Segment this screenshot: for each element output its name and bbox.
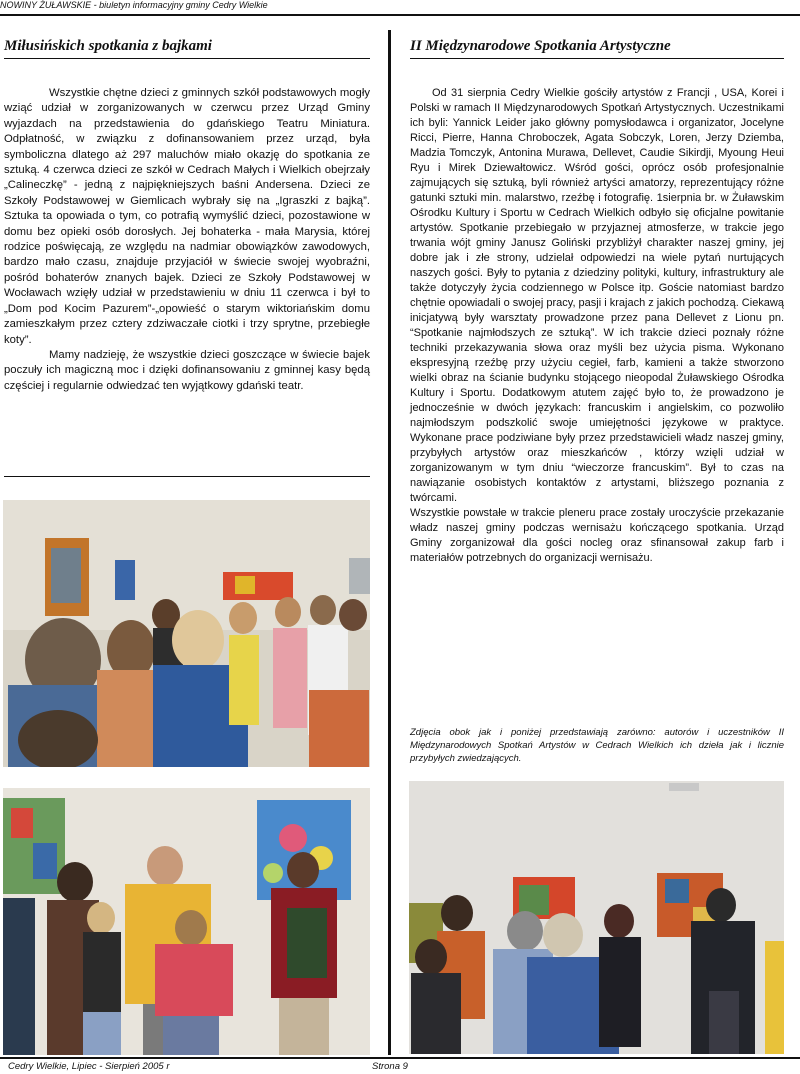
photo-caption: Zdjęcia obok jak i poniżej przedstawiają zarówno: autorów i uczestników II Międzynarodowych Spotkań Artystów w Cedrach Wielkich ich dzieła jak i licznie przybyłych zwiedzających. bbox=[410, 727, 784, 764]
header-rule bbox=[0, 14, 800, 16]
left-article-end-rule bbox=[4, 476, 370, 477]
footer-issue-date: Cedry Wielkie, Lipiec - Sierpień 2005 r bbox=[8, 1061, 170, 1072]
right-title-rule bbox=[410, 58, 784, 59]
running-header bbox=[0, 0, 800, 14]
right-article-body bbox=[410, 86, 784, 566]
header-title: NOWINY ŻUŁAWSKIE - biuletyn informacyjny gminy Cedry Wielkie bbox=[0, 0, 268, 10]
right-paragraph-1: Od 31 sierpnia Cedry Wielkie gościły artystów z Francji , USA, Korei i Polski w ramach II Międzynarodowych Spotkań Artystycznych. Uczestnikami ich byli: Yannick Leider jako główny pomysłodawca i organizator, Jocelyne Ricci, Pierre, Hanna Chroboczek, Agata Sobczyk, Loren, Jerzy Dziemba, Madzia Tomczyk, Antonina Murawa, Dellevet, Caudie Sikirdji, Myoung Heui Ryu i Mirek Dziewałtowicz. Wśród gości, oprócz osób profesjonalnie zajmujących się sztuką, byli również artyści amatorzy, reprezentujący różne gatunki sztuki min. malarstwo, rzeźbę i fotografię. 1sierpnia br. w Żuławskim Ośrodku Kultury i Sportu w Cedrach Wielkich odbyło się oficjalne powitanie artystów. Spotkanie przebiegało w przyjaznej atmosferze, w trakcie jego trwania wójt gminy Janusz Goliński przybliżył charakter naszej gminy, jej dobre jak i złe strony, udzielał odpowiedzi na wiele pytań nurtujących naszych gości. Były to pytania z dziedziny polityki, kultury, infrastruktury ale także dotyczyły życia codziennego w Polsce itp. Goście natomiast bardzo chętnie opowiadali o swojej pracy, pasji i krajach z jakich pochodzą. Ciekawą inicjatywą były warsztaty prowadzone przez pana Dellevet z Lionu pn. “Spotkanie najmłodszych ze sztuką”. W ich trakcie dzieci poznały różne techniki przekazywania słowa oraz myśli bez użycia pisma. Wykonano ekspresyjną rzeźbę przy użyciu cegieł, farb, kamieni a także stworzono wielki obraz na ścianie budynku stojącego nieopodal Żuławskiego Ośrodka Kultury i Sportu. Dodatkowym atutem zajęć było to, że prowadzono je jednocześnie w dwóch językach: francuskim i angielskim, co pozwoliło najmłodszym podszkolić swoje umiejętności językowe w praktyce. Wykonane prace podziwiane były przez przedstawicieli władz naszej gminy, przybyłych artystów oraz mieszkańców , którzy wzięli udział w zorganizowanym w tym dniu “wieczorze francuskim”. Był to czas na nawiązanie osobistych kontaktów z artystami, bliższego poznania z twórcami. bbox=[410, 87, 784, 504]
gallery-visitors-photo bbox=[409, 781, 784, 1054]
left-article-title: Miłusińskich spotkania z bajkami bbox=[4, 38, 212, 54]
left-title-rule bbox=[4, 58, 370, 59]
footer-rule bbox=[0, 1057, 800, 1059]
footer-page-number: Strona 9 bbox=[372, 1061, 408, 1072]
right-article-title: II Międzynarodowe Spotkania Artystyczne bbox=[410, 38, 671, 54]
exhibition-photo-crowd bbox=[3, 500, 370, 767]
left-paragraph-2: Mamy nadzieję, że wszystkie dzieci goszczące w świecie bajek poczuły ich magiczną moc i dzięki dofinansowaniu z gminnej kasy będą częściej i regularnie odwiedzać ten wyjątkowy gdański teatr. bbox=[4, 348, 370, 392]
painting-red bbox=[223, 572, 293, 600]
artists-and-children-photo bbox=[3, 788, 370, 1055]
painting-blue bbox=[115, 560, 135, 600]
right-paragraph-2: Wszystkie powstałe w trakcie pleneru prace zostały uroczyście przekazanie władz naszej gminy podczas wernisażu kończącego spotkania. Urząd Gminy zorganizował dla gości nocleg oraz sfinansował zakup farb i materiałów potrzebnych do organizacji wernisażu. bbox=[410, 507, 784, 564]
column-divider bbox=[388, 30, 391, 1055]
left-article-body bbox=[4, 86, 370, 394]
left-paragraph-1: Wszystkie chętne dzieci z gminnych szkół podstawowych mogły wziąć udział w zorganizowanych w czerwcu przez Urząd Gminy wyjazdach na przedstawienia do gdańskiego Teatru Miniatura. Odpłatność, w związku z dofinansowaniem przez urząd, była symboliczna dlatego aż 297 maluchów miało okazję do spotkania ze sztuką. 4 czerwca dzieci ze szkół w Cedrach Małych i Wielkich obejrzały „Calineczkę” - jedną z najpiękniejszych baśni Andersena. Dzieci ze Szkoły Podstawowej w Giemlicach wybrały się na „Igraszki z bajką”. Sztuka ta opowiada o tym, co potrafią wymyślić dzieci, pozostawione w domu bez opieki osób dorosłych. Jej bohaterka - mała Marysia, której rodzice poświęcają, ze względu na nadmiar obowiązków zawodowych, bardzo mało czasu, znajduje przyjaciół w świecie swojej wyobraźni, pośród bohaterów znanych bajek. Dzieci ze Szkoły Podstawowej w Wocławach wzięły udział w przedstawieniu w dniu 11 czerwca i był to „Dom pod Kocim Pazurem”-„opowieść o starym wiktoriańskim domu zamieszkałym przez cztery zdziwaczałe ciotki i trzy sprytne, przebiegłe koty”. bbox=[4, 87, 370, 346]
